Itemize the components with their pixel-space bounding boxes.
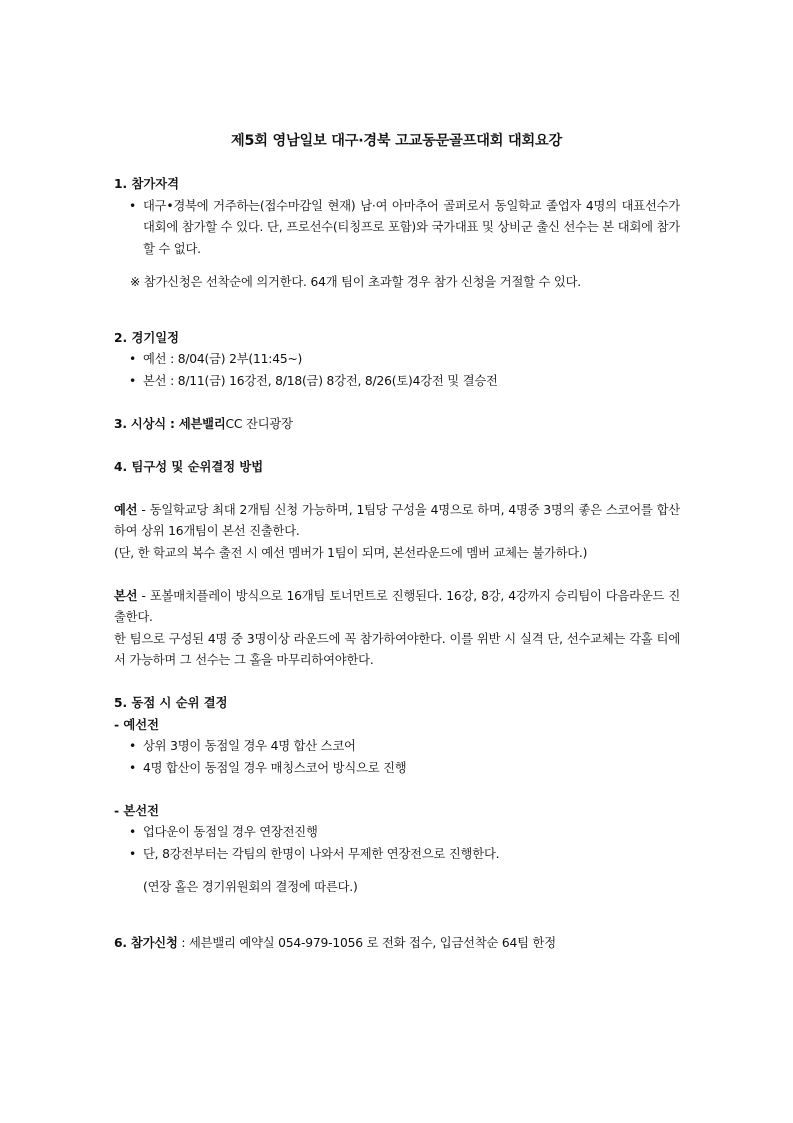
section-6-text: : 세븐밸리 예약실 054-979-1056 로 전화 접수, 입금선착순 64팀 한정 xyxy=(177,935,556,950)
section-1-note: ※ 참가신청은 선착순에 의거한다. 64개 팀이 초과할 경우 참가 신청을 거절할 수 있다. xyxy=(130,275,581,290)
spacer xyxy=(114,911,680,933)
spacer xyxy=(114,564,680,586)
prelim-note: (단, 한 학교의 복수 출전 시 예선 멤버가 1팀이 되며, 본선라운드에 멤버 교체는 불가하다.) xyxy=(114,545,588,560)
main-paragraph xyxy=(114,586,680,629)
tiebreak-prelim-item-1: • 상위 3명이 동점일 경우 4명 합산 스코어 xyxy=(127,736,680,758)
tiebreak-main-item-1: • 업다운이 동점일 경우 연장전진행 xyxy=(127,822,680,844)
section-2-heading: 2. 경기일정 xyxy=(114,330,180,345)
main-label: 본선 xyxy=(114,588,138,603)
tiebreak-prelim-heading: - 예선전 xyxy=(114,717,160,732)
prelim-text: - 동일학교당 최대 2개팀 신청 가능하며, 1팀당 구성을 4명으로 하며, 4명중 3명의 좋은 스코어를 합산하여 상위 16개팀이 본선 진출한다. xyxy=(114,502,680,539)
section-1-heading: 1. 참가자격 xyxy=(114,177,180,191)
prelim-paragraph xyxy=(114,500,680,543)
spacer xyxy=(114,392,680,414)
section-3-heading: 3. 시상식 : 세븐밸리 xyxy=(114,416,226,431)
document-title: 제5회 영남일보 대구·경북 고교동문골프대회 대회요강 xyxy=(231,133,562,149)
tiebreak-main-heading: - 본선전 xyxy=(114,803,160,818)
main-note: 한 팀으로 구성된 4명 중 3명이상 라운드에 꼭 참가하여야한다. 이를 위반 시 실격 단, 선수교체는 각홀 티에서 가능하며 그 선수는 그 홀을 마무리하여야한다. xyxy=(114,631,680,668)
spacer xyxy=(114,306,680,328)
spacer xyxy=(114,779,680,801)
schedule-item-main: • 본선 : 8/11(금) 16강전, 8/18(금) 8강전, 8/26(토)4강전 및 결승전 xyxy=(127,371,680,393)
section-4-heading: 4. 팀구성 및 순위결정 방법 xyxy=(114,459,264,474)
section-5-heading: 5. 동점 시 순위 결정 xyxy=(114,696,228,711)
section-3-line xyxy=(114,414,680,436)
tiebreak-prelim-item-2: • 4명 합산이 동점일 경우 매칭스코어 방식으로 진행 xyxy=(127,758,680,780)
section-6-line xyxy=(114,933,680,955)
tiebreak-main-item-2: • 단, 8강전부터는 각팀의 한명이 나와서 무제한 연장전으로 진행한다. xyxy=(127,844,680,866)
spacer xyxy=(114,435,680,457)
main-text: - 포볼매치플레이 방식으로 16개팀 토너먼트로 진행된다. 16강, 8강, 4강까지 승리팀이 다음라운드 진출한다. xyxy=(114,588,680,625)
schedule-item-prelim: • 예선 : 8/04(금) 2부(11:45~) xyxy=(127,349,680,371)
tiebreak-main-note: (연장 홀은 경기위원회의 결정에 따른다.) xyxy=(143,880,358,895)
prelim-label: 예선 xyxy=(114,502,138,517)
document-body xyxy=(114,174,680,954)
section-6-heading: 6. 참가신청 xyxy=(114,935,178,950)
section-3-venue: CC 잔디광장 xyxy=(225,416,293,431)
section-1-bullet: • 대구•경북에 거주하는(접수마감일 현재) 남·여 아마추어 골퍼로서 동일학교 졸업자 4명의 대표선수가 대회에 참가할 수 있다. 단, 프로선수(티칭프로 포함)와 국가대표 및 상비군 출신 선수는 본 대회에 참가할 수 없다. xyxy=(127,196,680,261)
spacer xyxy=(114,478,680,500)
spacer xyxy=(114,672,680,694)
